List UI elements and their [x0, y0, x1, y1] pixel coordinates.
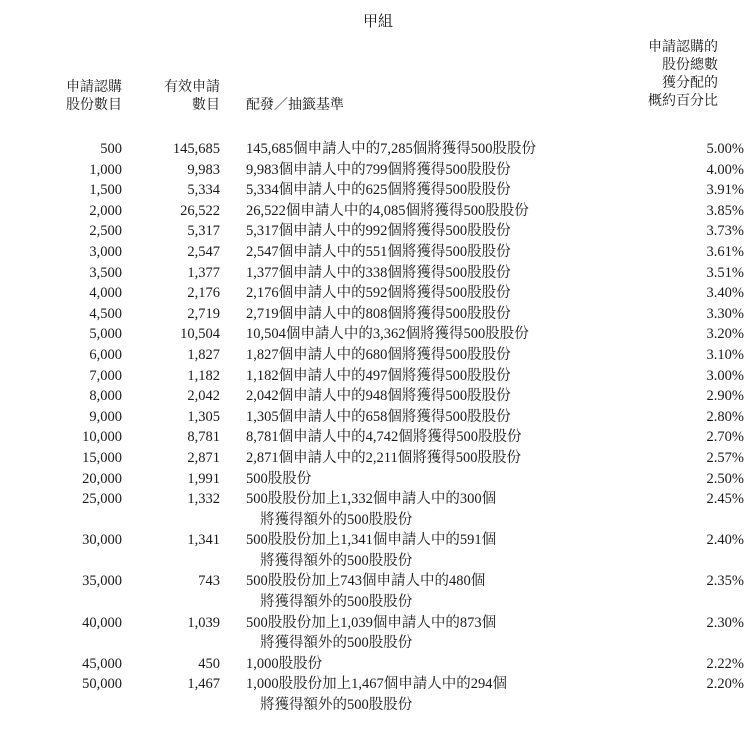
table-row	[40, 160, 744, 181]
basis-line: 將獲得額外的500股股份	[260, 552, 413, 569]
basis-line: 500股股份加上1,039個申請人中的873個	[246, 614, 497, 631]
table-row	[40, 613, 744, 654]
basis-cell	[220, 180, 674, 201]
valid-applications-cell: 1,039	[187, 614, 220, 631]
basis-line: 10,504個申請人中的3,362個將獲得500股股份	[246, 326, 529, 343]
basis-line: 2,871個申請人中的2,211個將獲得500股股份	[246, 449, 521, 466]
percentage-cell: 2.90%	[706, 388, 744, 405]
valid-applications-cell: 1,827	[187, 346, 220, 363]
shares-applied-cell: 40,000	[82, 614, 122, 631]
table-row	[40, 654, 744, 675]
valid-applications-cell: 5,317	[187, 223, 220, 240]
shares-applied-cell: 25,000	[82, 491, 122, 508]
table-row	[40, 366, 744, 387]
shares-applied-cell: 50,000	[82, 676, 122, 693]
table-row	[40, 489, 744, 530]
basis-cell	[220, 407, 674, 428]
group-title: 甲組	[362, 12, 393, 30]
basis-line: 2,547個申請人中的551個將獲得500股股份	[246, 243, 511, 260]
table-row	[40, 448, 744, 469]
basis-line: 將獲得額外的500股股份	[260, 594, 413, 611]
percentage-cell: 2.45%	[706, 491, 744, 508]
header-line: 有效申請	[164, 79, 220, 95]
basis-cell	[220, 366, 674, 387]
allocation-table	[40, 139, 744, 716]
valid-applications-cell: 26,522	[180, 202, 220, 219]
basis-cell	[220, 448, 674, 469]
header-line: 概約百分比	[648, 93, 718, 109]
basis-line: 145,685個申請人中的7,285個將獲得500股股份	[246, 141, 536, 157]
basis-line: 2,719個申請人中的808個將獲得500股股份	[246, 305, 511, 322]
header-line: 獲分配的	[662, 75, 718, 91]
shares-applied-cell: 45,000	[82, 655, 122, 672]
basis-line: 將獲得額外的500股股份	[260, 511, 413, 528]
shares-applied-cell: 2,500	[89, 223, 122, 240]
basis-cell	[220, 489, 674, 530]
basis-cell	[220, 242, 674, 263]
header-line: 股份數目	[66, 97, 122, 113]
basis-line: 1,827個申請人中的680個將獲得500股股份	[246, 346, 511, 363]
basis-cell	[220, 613, 674, 654]
percentage-cell: 3.73%	[706, 223, 744, 240]
basis-cell	[220, 427, 674, 448]
valid-applications-cell: 1,305	[187, 408, 220, 425]
shares-applied-cell: 20,000	[82, 470, 122, 487]
basis-cell	[220, 654, 674, 675]
percentage-cell: 3.10%	[706, 346, 744, 363]
table-row	[40, 386, 744, 407]
valid-applications-cell: 5,334	[187, 182, 220, 199]
header-valid-applications	[130, 78, 220, 114]
shares-applied-cell: 8,000	[89, 388, 122, 405]
basis-cell	[220, 530, 674, 571]
valid-applications-cell: 1,991	[187, 470, 220, 487]
basis-line: 9,983個申請人中的799個將獲得500股股份	[246, 161, 511, 178]
shares-applied-cell: 3,000	[89, 243, 122, 260]
basis-cell	[220, 221, 674, 242]
valid-applications-cell: 2,176	[187, 285, 220, 302]
basis-line: 500股股份	[246, 470, 312, 487]
basis-cell	[220, 345, 674, 366]
basis-line: 將獲得額外的500股股份	[260, 697, 413, 714]
table-row	[40, 530, 744, 571]
basis-line: 1,000股股份	[246, 655, 323, 672]
allocation-table-body	[40, 139, 744, 716]
table-row	[40, 345, 744, 366]
table-row	[40, 407, 744, 428]
valid-applications-cell: 1,182	[187, 367, 220, 384]
percentage-cell: 2.22%	[706, 655, 744, 672]
basis-cell	[220, 469, 674, 490]
basis-line: 1,377個申請人中的338個將獲得500股股份	[246, 264, 511, 281]
table-row	[40, 242, 744, 263]
table-row	[40, 221, 744, 242]
basis-line: 5,334個申請人中的625個將獲得500股股份	[246, 182, 511, 199]
shares-applied-cell: 6,000	[89, 346, 122, 363]
basis-line: 500股股份加上1,341個申請人中的591個	[246, 532, 497, 549]
basis-cell	[220, 283, 674, 304]
shares-applied-cell: 4,000	[89, 285, 122, 302]
table-row	[40, 139, 744, 160]
header-line: 申請認購	[66, 79, 122, 95]
shares-applied-cell: 15,000	[82, 449, 122, 466]
percentage-cell: 2.57%	[706, 449, 744, 466]
basis-cell	[220, 571, 674, 612]
percentage-cell: 3.85%	[706, 202, 744, 219]
percentage-cell: 2.40%	[706, 532, 744, 549]
table-row	[40, 180, 744, 201]
percentage-cell: 2.30%	[706, 614, 744, 631]
header-line: 數目	[192, 97, 220, 113]
percentage-cell: 3.20%	[706, 326, 744, 343]
shares-applied-cell: 7,000	[89, 367, 122, 384]
basis-cell	[220, 324, 674, 345]
percentage-cell: 2.20%	[706, 676, 744, 693]
table-row	[40, 263, 744, 284]
basis-cell	[220, 263, 674, 284]
header-line: 申請認購的	[648, 39, 718, 55]
basis-line: 2,176個申請人中的592個將獲得500股股份	[246, 285, 511, 302]
valid-applications-cell: 743	[198, 573, 220, 590]
basis-cell	[220, 201, 674, 222]
shares-applied-cell: 1,500	[89, 182, 122, 199]
valid-applications-cell: 145,685	[172, 141, 220, 157]
valid-applications-cell: 2,042	[187, 388, 220, 405]
header-line: 配發／抽籤基準	[246, 97, 344, 113]
header-percentage	[610, 38, 718, 110]
valid-applications-cell: 8,781	[187, 429, 220, 446]
header-basis	[246, 96, 344, 114]
header-line: 股份總數	[662, 57, 718, 73]
table-row	[40, 427, 744, 448]
shares-applied-cell: 5,000	[89, 326, 122, 343]
valid-applications-cell: 2,719	[187, 305, 220, 322]
percentage-cell: 3.30%	[706, 305, 744, 322]
header-shares-applied	[40, 78, 122, 114]
percentage-cell: 3.40%	[706, 285, 744, 302]
shares-applied-cell: 3,500	[89, 264, 122, 281]
table-row	[40, 201, 744, 222]
basis-line: 將獲得額外的500股股份	[260, 635, 413, 652]
basis-line: 2,042個申請人中的948個將獲得500股股份	[246, 388, 511, 405]
valid-applications-cell: 2,871	[187, 449, 220, 466]
table-row	[40, 674, 744, 715]
percentage-cell: 4.00%	[706, 161, 744, 178]
table-row	[40, 324, 744, 345]
valid-applications-cell: 450	[198, 655, 220, 672]
table-row	[40, 469, 744, 490]
basis-cell	[220, 674, 674, 715]
table-row	[40, 304, 744, 325]
basis-cell	[220, 139, 674, 160]
basis-cell	[220, 160, 674, 181]
shares-applied-cell: 10,000	[82, 429, 122, 446]
percentage-cell: 2.50%	[706, 470, 744, 487]
basis-line: 1,000股股份加上1,467個申請人中的294個	[246, 676, 507, 693]
basis-line: 500股股份加上743個申請人中的480個	[246, 573, 486, 590]
percentage-cell: 2.70%	[706, 429, 744, 446]
valid-applications-cell: 1,377	[187, 264, 220, 281]
percentage-cell: 2.80%	[706, 408, 744, 425]
percentage-cell: 5.00%	[706, 141, 744, 157]
valid-applications-cell: 1,332	[187, 491, 220, 508]
valid-applications-cell: 1,341	[187, 532, 220, 549]
basis-line: 500股股份加上1,332個申請人中的300個	[246, 491, 497, 508]
shares-applied-cell: 35,000	[82, 573, 122, 590]
basis-line: 26,522個申請人中的4,085個將獲得500股股份	[246, 202, 529, 219]
shares-applied-cell: 30,000	[82, 532, 122, 549]
shares-applied-cell: 2,000	[89, 202, 122, 219]
percentage-cell: 3.51%	[706, 264, 744, 281]
basis-line: 1,182個申請人中的497個將獲得500股股份	[246, 367, 511, 384]
percentage-cell: 3.00%	[706, 367, 744, 384]
percentage-cell: 3.61%	[706, 243, 744, 260]
table-row	[40, 283, 744, 304]
valid-applications-cell: 1,467	[187, 676, 220, 693]
percentage-cell: 3.91%	[706, 182, 744, 199]
valid-applications-cell: 9,983	[187, 161, 220, 178]
percentage-cell: 2.35%	[706, 573, 744, 590]
valid-applications-cell: 10,504	[180, 326, 220, 343]
basis-line: 5,317個申請人中的992個將獲得500股股份	[246, 223, 511, 240]
shares-applied-cell: 4,500	[89, 305, 122, 322]
basis-line: 8,781個申請人中的4,742個將獲得500股股份	[246, 429, 522, 446]
shares-applied-cell: 1,000	[89, 161, 122, 178]
basis-line: 1,305個申請人中的658個將獲得500股股份	[246, 408, 511, 425]
shares-applied-cell: 500	[100, 141, 122, 157]
valid-applications-cell: 2,547	[187, 243, 220, 260]
table-row	[40, 571, 744, 612]
shares-applied-cell: 9,000	[89, 408, 122, 425]
basis-cell	[220, 304, 674, 325]
basis-cell	[220, 386, 674, 407]
